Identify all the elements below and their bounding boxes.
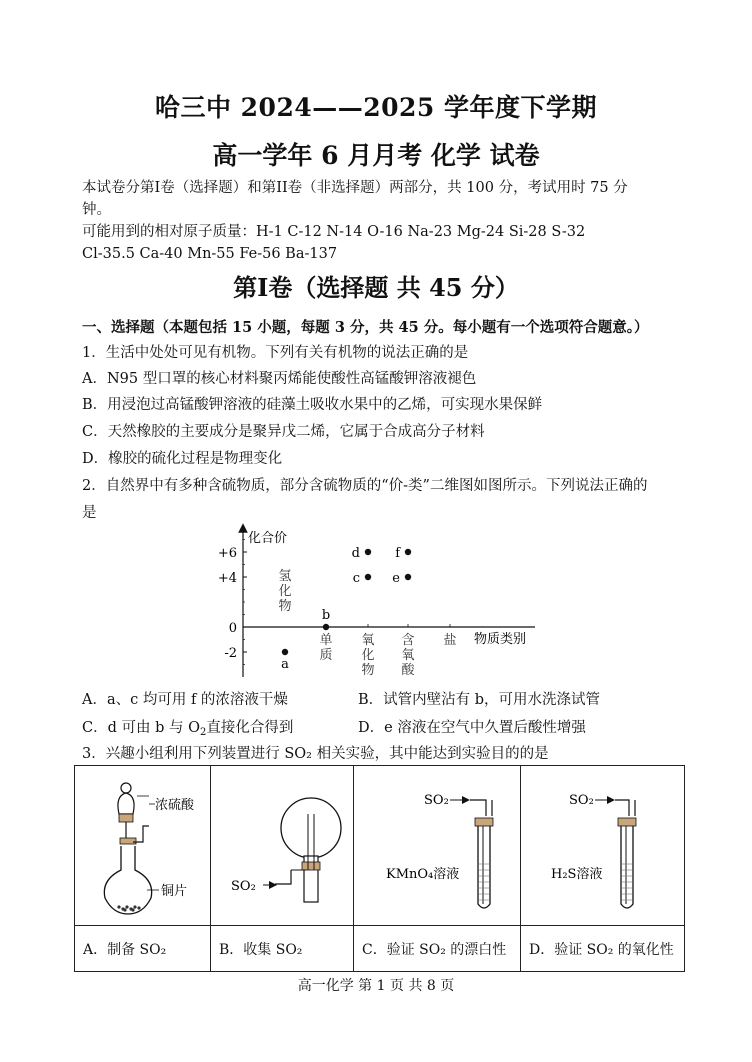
x-category-label: 氧	[401, 648, 415, 663]
data-point-f	[405, 549, 411, 555]
q1-option-d: D．橡胶的硫化过程是物理变化	[82, 451, 283, 467]
atomic-mass-line1: 可能用到的相对原子质量：H-1 C-12 N-14 O-16 Na-23 Mg-24 Si-28 S-32	[82, 224, 586, 240]
y-axis-label: 化合价	[248, 531, 288, 546]
q2-option-b: B．试管内壁沾有 b，可用水洗涤试管	[358, 692, 601, 708]
data-point-label: e	[392, 571, 400, 586]
caption-c: C．验证 SO₂ 的漂白性	[354, 926, 521, 972]
section-title: 第I卷（选择题 共 45 分）	[233, 273, 519, 302]
x-category-label: 含	[401, 633, 415, 648]
x-category-label: 单	[319, 633, 333, 648]
y-tick-label: +4	[217, 571, 237, 586]
apparatus-table	[74, 765, 685, 972]
q1-option-a: A．N95 型口罩的核心材料聚丙烯能使酸性高锰酸钾溶液褪色	[82, 371, 477, 387]
x-category-label: 酸	[401, 663, 415, 678]
caption-a: A．制备 SO₂	[75, 926, 211, 972]
label-h2s-solution: H₂S溶液	[551, 867, 603, 882]
section-instruction: 一、选择题（本题包括 15 小题，每题 3 分，共 45 分。每小题有一个选项符合题意。）	[82, 319, 649, 336]
exam-title-line2: 高一学年 6 月月考 化学 试卷	[212, 141, 540, 170]
intro-line1: 本试卷分第I卷（选择题）和第II卷（非选择题）两部分，共 100 分，考试用时 75 分	[82, 180, 628, 196]
data-point-c	[365, 574, 371, 580]
q2-option-c: C．d 可由 b 与 $O_2$直接化合得到	[82, 720, 294, 738]
x-category-label: 化	[278, 584, 292, 599]
apparatus-a-diagram	[75, 766, 210, 921]
q2-option-a: A．a、c 均可用 f 的浓溶液干燥	[82, 692, 288, 708]
data-point-label: f	[395, 546, 400, 561]
x-category-label: 质	[319, 648, 333, 663]
q2-stem-line1: 2．自然界中有多种含硫物质，部分含硫物质的“价-类”二维图如图所示。下列说法正确的	[82, 478, 648, 494]
caption-d: D．验证 SO₂ 的氧化性	[521, 926, 685, 972]
label-so2-inlet-b: SO₂	[231, 879, 256, 894]
apparatus-b-cell	[211, 766, 354, 926]
apparatus-d-cell	[521, 766, 685, 926]
x-category-label: 物	[361, 663, 375, 678]
data-point-label: a	[281, 657, 289, 672]
intro-text	[82, 177, 682, 265]
y-tick-label: -2	[224, 646, 237, 661]
x-category-label: 氧	[361, 633, 375, 648]
data-point-d	[365, 549, 371, 555]
x-category-label: 盐	[443, 633, 457, 648]
y-tick-label: 0	[228, 621, 237, 636]
x-categories	[278, 569, 456, 678]
x-category-label: 物	[278, 599, 292, 614]
apparatus-b-diagram	[211, 766, 353, 921]
intro-line2: 钟。	[82, 202, 111, 218]
data-points	[281, 546, 411, 672]
label-conc-sulfuric-acid: 浓硫酸	[155, 798, 195, 813]
apparatus-a-cell	[75, 766, 211, 926]
apparatus-d-diagram	[521, 766, 684, 921]
data-point-label: c	[352, 571, 360, 586]
x-category-label: 化	[361, 648, 375, 663]
atomic-mass-line2: Cl-35.5 Ca-40 Mn-55 Fe-56 Ba-137	[82, 246, 338, 262]
q2-option-d: D．e 溶液在空气中久置后酸性增强	[358, 720, 586, 736]
data-point-b	[323, 624, 329, 630]
q2-stem-line2: 是	[82, 505, 97, 521]
q3-stem: 3．兴趣小组利用下列装置进行 SO₂ 相关实验，其中能达到实验目的的是	[82, 746, 549, 762]
valence-class-chart	[210, 522, 550, 682]
apparatus-c-diagram	[354, 766, 520, 921]
apparatus-c-cell	[354, 766, 521, 926]
data-point-label: d	[351, 546, 360, 561]
q1-stem: 1．生活中处处可见有机物。下列有关有机物的说法正确的是	[82, 345, 469, 361]
label-so2-inlet-c: SO₂	[424, 793, 449, 808]
q1-option-b: B．用浸泡过高锰酸钾溶液的硅藻土吸收水果中的乙烯，可实现水果保鲜	[82, 397, 543, 413]
label-copper: 铜片	[161, 884, 188, 899]
exam-title-line1: 哈三中 2024——2025 学年度下学期	[154, 93, 598, 122]
data-point-a	[282, 649, 288, 655]
x-axis-label: 物质类别	[474, 632, 527, 647]
y-tick-label: +6	[217, 546, 237, 561]
q1-option-c: C．天然橡胶的主要成分是聚异戊二烯，它属于合成高分子材料	[82, 424, 485, 440]
label-kmno4-solution: KMnO₄溶液	[386, 867, 460, 882]
x-category-label: 氢	[278, 569, 292, 584]
data-point-label: b	[321, 608, 331, 623]
data-point-e	[405, 574, 411, 580]
page-footer: 高一化学 第 1 页 共 8 页	[297, 978, 455, 994]
caption-b: B．收集 SO₂	[211, 926, 354, 972]
label-so2-inlet-d: SO₂	[569, 793, 594, 808]
